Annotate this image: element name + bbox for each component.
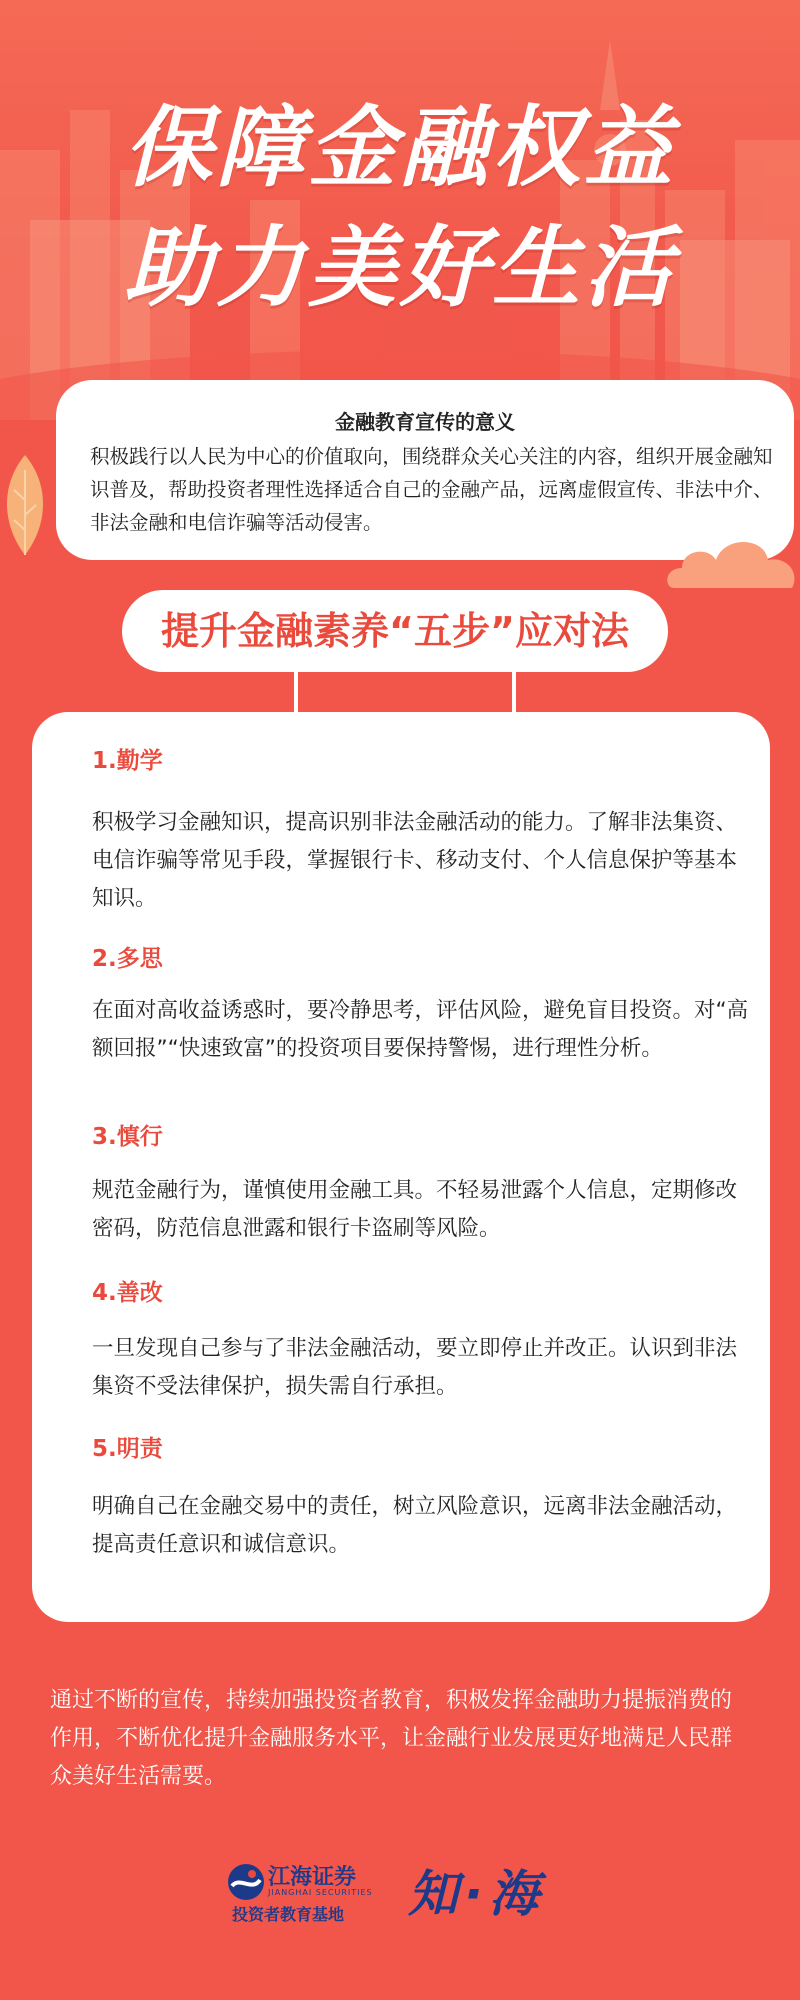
main-title-line-1: 保障金融权益 xyxy=(123,96,676,199)
logo-subtitle: 投资者教育基地 xyxy=(232,1905,345,1924)
step-text-1: 积极学习金融知识，提高识别非法金融活动的能力。了解非法集资、电信诈骗等常见手段，掌握银行卡、移动支付、个人信息保护等基本知识。 xyxy=(92,810,738,911)
main-title-line-2: 助力美好生活 xyxy=(123,216,676,319)
intro-text: 积极践行以人民为中心的价值取向，围绕群众关心关注的内容，组织开展金融知识普及，帮助投资者理性选择适合自己的金融产品，远离虚假宣传、非法中介、非法金融和电信诈骗等活动侵害。 xyxy=(90,445,773,534)
cloud-icon xyxy=(664,530,800,590)
steps-title-pill: 提升金融素养“五步”应对法 xyxy=(122,590,668,672)
leaf-icon xyxy=(0,450,50,560)
connector-line-right xyxy=(512,672,516,716)
jianghai-logo-icon xyxy=(226,1862,266,1902)
step-heading-3: 3.慎行 xyxy=(92,1124,163,1150)
logo-name: 江海证券 xyxy=(268,1865,357,1890)
connector-line-left xyxy=(294,672,298,716)
step-heading-4: 4.善改 xyxy=(92,1280,163,1306)
step-heading-2: 2.多思 xyxy=(92,946,163,972)
hero-banner xyxy=(0,0,800,420)
intro-title: 金融教育宣传的意义 xyxy=(335,410,515,434)
step-text-3: 规范金融行为，谨慎使用金融工具。不轻易泄露个人信息，定期修改密码，防范信息泄露和银行卡盗刷等风险。 xyxy=(92,1178,738,1241)
step-text-2: 在面对高收益诱惑时，要冷静思考，评估风险，避免盲目投资。对“高额回报”“快速致富”的投资项目要保持警惕，进行理性分析。 xyxy=(92,998,749,1061)
footer xyxy=(0,1850,800,1950)
step-text-5: 明确自己在金融交易中的责任，树立风险意识，远离非法金融活动，提高责任意识和诚信意识。 xyxy=(92,1494,738,1557)
step-text-4: 一旦发现自己参与了非法金融活动，要立即停止并改正。认识到非法集资不受法律保护，损失需自行承担。 xyxy=(92,1336,738,1399)
step-heading-5: 5.明责 xyxy=(92,1436,163,1462)
steps-card xyxy=(32,712,770,1622)
closing-paragraph: 通过不断的宣传，持续加强投资者教育，积极发挥金融助力提振消费的作用，不断优化提升金融服务水平，让金融行业发展更好地满足人民群众美好生活需要。 xyxy=(50,1688,733,1789)
brand-wordmark: 知·海 xyxy=(408,1865,545,1923)
logo-english-name: JIANGHAI SECURITIES xyxy=(268,1888,373,1897)
step-heading-1: 1.勤学 xyxy=(92,748,163,774)
